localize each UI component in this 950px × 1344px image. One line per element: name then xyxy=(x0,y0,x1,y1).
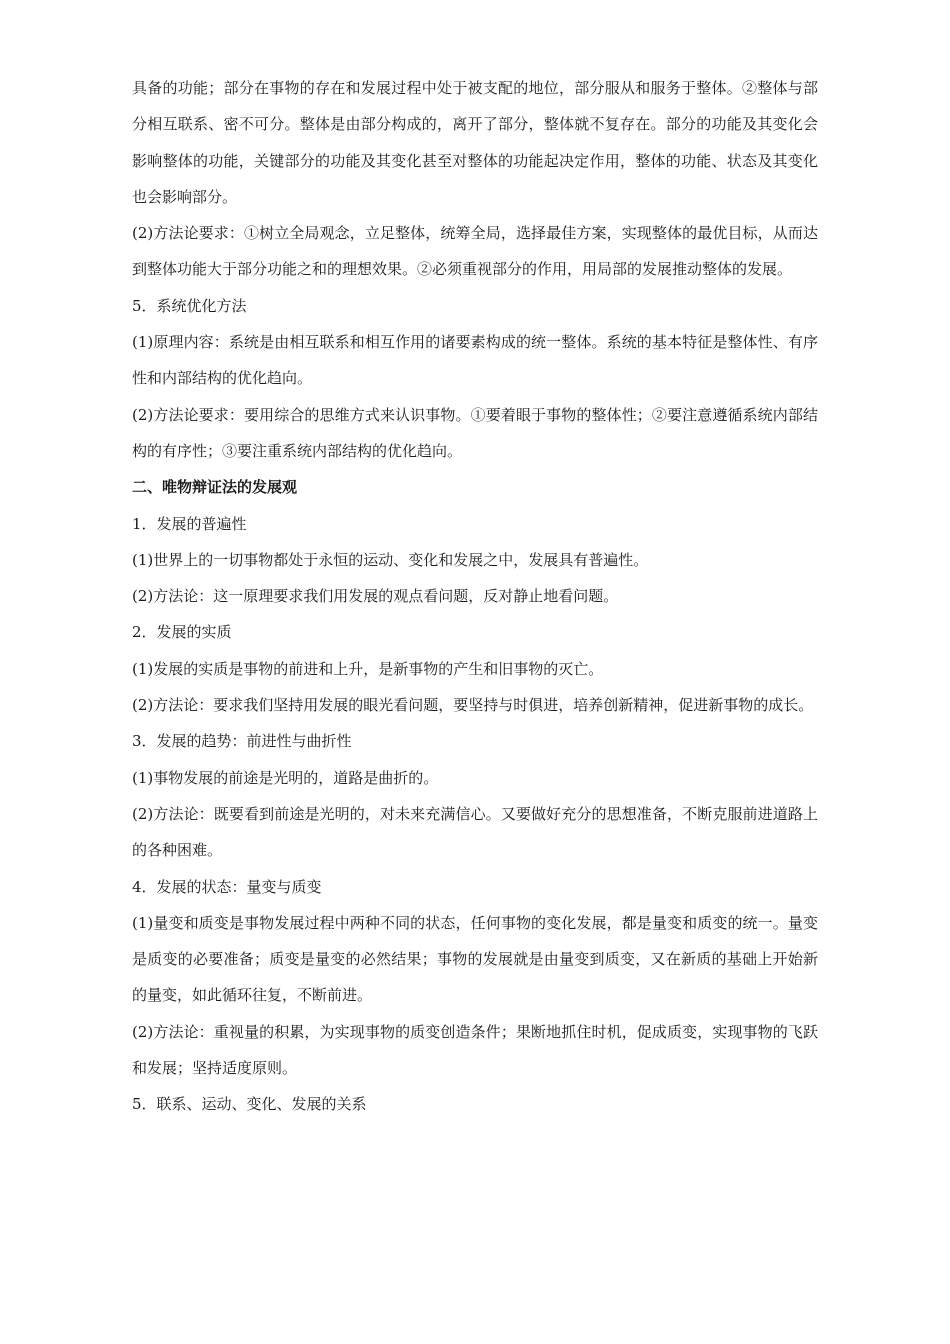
section-title-essence: 2．发展的实质 xyxy=(132,623,232,642)
heading-development-view: 二、唯物辩证法的发展观 xyxy=(132,478,298,497)
section-title-trend: 3．发展的趋势：前进性与曲折性 xyxy=(132,732,352,751)
paragraph-system-method: (2)方法论要求：要用综合的思维方式来认识事物。①要着眼于事物的整体性；②要注意遵循系统内部结构的有序性；③要注重系统内部结构的优化趋向。 xyxy=(132,405,818,460)
section-title-state: 4．发展的状态：量变与质变 xyxy=(132,877,322,896)
section-title-relationship: 5．联系、运动、变化、发展的关系 xyxy=(132,1095,367,1114)
paragraph-state-principle: (1)量变和质变是事物发展过程中两种不同的状态，任何事物的变化发展，都是量变和质变的统一。量变是质变的必要准备；质变是量变的必然结果；事物的发展就是由量变到质变，又在新质的基础上开始新的量变，如此循环往复，不断前进。 xyxy=(132,913,818,1005)
paragraph-universality-principle: (1)世界上的一切事物都处于永恒的运动、变化和发展之中，发展具有普遍性。 xyxy=(132,550,649,569)
paragraph-whole-part-method: (2)方法论要求：①树立全局观念，立足整体，统筹全局，选择最佳方案，实现整体的最优目标，从而达到整体功能大于部分功能之和的理想效果。②必须重视部分的作用，用局部的发展推动整体的发展。 xyxy=(132,224,818,279)
paragraph-system-principle: (1)原理内容：系统是由相互联系和相互作用的诸要素构成的统一整体。系统的基本特征是整体性、有序性和内部结构的优化趋向。 xyxy=(132,333,818,388)
section-title-universality: 1．发展的普遍性 xyxy=(132,514,247,533)
paragraph-essence-principle: (1)发展的实质是事物的前进和上升，是新事物的产生和旧事物的灭亡。 xyxy=(132,659,604,678)
section-title-system-optimization: 5．系统优化方法 xyxy=(132,296,247,315)
paragraph-universality-method: (2)方法论：这一原理要求我们用发展的观点看问题，反对静止地看问题。 xyxy=(132,587,619,606)
paragraph-trend-method: (2)方法论：既要看到前途是光明的，对未来充满信心。又要做好充分的思想准备，不断克服前进道路上的各种困难。 xyxy=(132,804,818,860)
paragraph-essence-method: (2)方法论：要求我们坚持用发展的眼光看问题，要坚持与时俱进，培养创新精神，促进新事物的成长。 xyxy=(132,696,814,715)
paragraph-whole-part-principle: 具备的功能；部分在事物的存在和发展过程中处于被支配的地位，部分服从和服务于整体。②整体与部分相互联系、密不可分。整体是由部分构成的，离开了部分，整体就不复存在。部分的功能及其变化会影响整体的功能，关键部分的功能及其变化甚至对整体的功能起决定作用，整体的功能、状态及其变化也会影响部分。 xyxy=(132,79,818,206)
paragraph-state-method: (2)方法论：重视量的积累，为实现事物的质变创造条件；果断地抓住时机，促成质变，实现事物的飞跃和发展；坚持适度原则。 xyxy=(132,1022,818,1078)
paragraph-trend-principle: (1)事物发展的前途是光明的，道路是曲折的。 xyxy=(132,768,439,787)
